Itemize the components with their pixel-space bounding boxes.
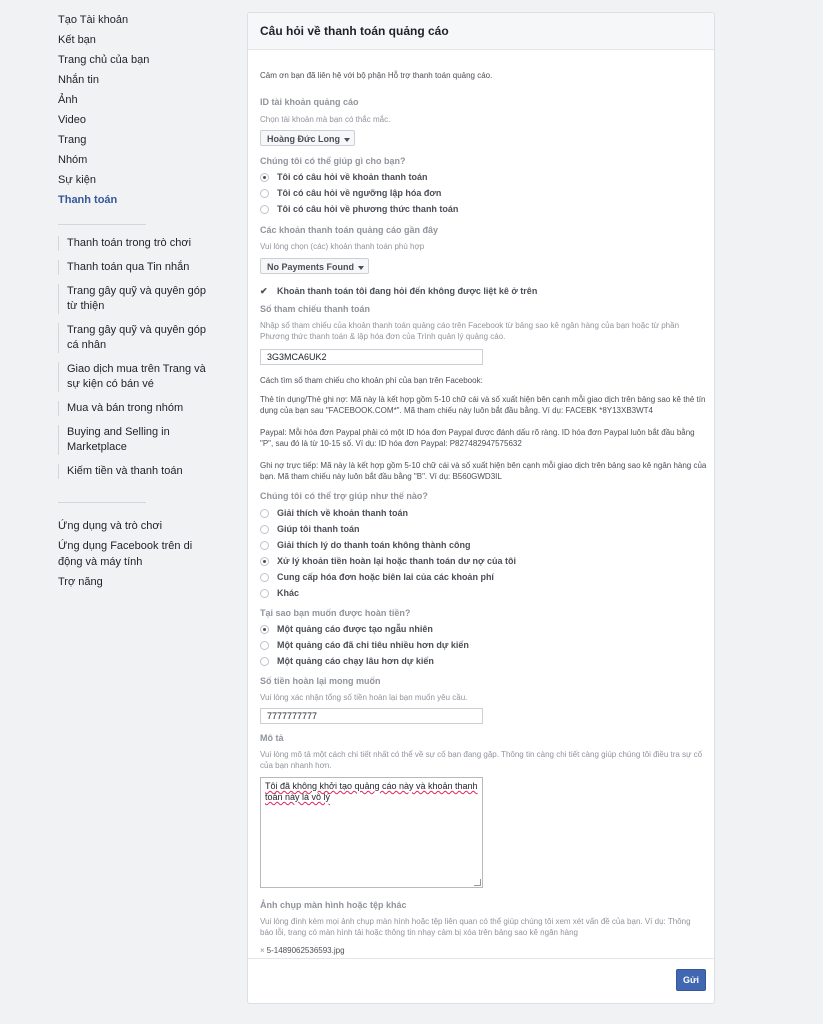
form-footer: [248, 958, 714, 1003]
sidebar-item-apps-games[interactable]: Ứng dụng và trò chơi: [58, 520, 163, 532]
resize-handle-icon[interactable]: [474, 879, 481, 886]
chevron-down-icon: [344, 138, 350, 142]
attachment-hint: Vui lòng đính kèm mọi ảnh chụp màn hình hoặc tệp liên quan có thể giúp chúng tôi xem xét vấn đề của bạn. Ví dụ: Thông báo lỗi, trang có màn hình tải hoặc thông tin nhạy cảm bị xóa trên bảng sao kê ngân hàng: [260, 917, 691, 937]
chevron-down-icon: [358, 266, 364, 270]
help-label: Chúng tôi có thể giúp gì cho bạn?: [260, 156, 406, 166]
recent-payments-dropdown[interactable]: [260, 258, 369, 274]
radio-checked-icon[interactable]: [260, 625, 269, 634]
refund-reason-option-label: Một quảng cáo đã chi tiêu nhiều hơn dự kiến: [277, 640, 469, 650]
sidebar-item-video[interactable]: Video: [58, 114, 86, 126]
reference-debit-text: Ghi nợ trực tiếp: Mã này là kết hợp gồm 5-10 chữ cái và số xuất hiện bên cạnh mỗi giao dịch trên bảng sao kê ngân hàng của bạn. Mã tham chiếu này luôn bắt đầu bằng "B". Ví dụ: B560GWD3IL: [260, 461, 707, 481]
refund-amount-hint: Vui lòng xác nhận tổng số tiền hoàn lại bạn muốn yêu cầu.: [260, 693, 468, 702]
refund-reason-option[interactable]: [260, 621, 433, 637]
help-option-label: Tôi có câu hỏi về phương thức thanh toán: [277, 204, 459, 214]
support-option-label: Cung cấp hóa đơn hoặc biên lai của các khoản phí: [277, 572, 494, 582]
attachment-file: [260, 946, 345, 955]
radio-icon[interactable]: [260, 205, 269, 214]
radio-icon[interactable]: [260, 657, 269, 666]
account-dropdown[interactable]: [260, 130, 355, 146]
refund-reason-option[interactable]: [260, 653, 434, 669]
sidebar-item-events[interactable]: Sự kiện: [58, 174, 96, 186]
sidebar-subitem-game-payments[interactable]: Thanh toán trong trò chơi: [58, 236, 208, 251]
sidebar-item-home[interactable]: Trang chủ của bạn: [58, 54, 150, 66]
refund-amount-label: Số tiền hoàn lại mong muốn: [260, 676, 381, 686]
radio-icon[interactable]: [260, 541, 269, 550]
description-text: Tôi đã không khởi tạo quảng cáo này và khoản thanh toán này là vô lý: [265, 781, 478, 802]
reference-card-text: Thẻ tín dụng/Thẻ ghi nợ: Mã này là kết hợp gồm 5-10 chữ cái và số xuất hiện bên cạnh mỗi giao dịch trên bảng sao kê thẻ tín dụng của bạn sau "FACEBOOK.COM*". Mã tham chiếu này luôn bắt đầu bằng. Ví dụ: FACEBK *8Y13XB3WT4: [260, 395, 706, 415]
help-option[interactable]: [260, 201, 458, 217]
description-label: Mô tả: [260, 733, 284, 743]
support-option-label: Giải thích lý do thanh toán không thành công: [277, 540, 471, 550]
form-title: Câu hỏi về thanh toán quảng cáo: [248, 13, 714, 50]
sidebar-subitem-charity-fundraisers[interactable]: Trang gây quỹ và quyên góp từ thiện: [58, 284, 208, 314]
radio-icon[interactable]: [260, 641, 269, 650]
recent-payments-hint: Vui lòng chọn (các) khoản thanh toán phù hợp: [260, 242, 425, 251]
sidebar-subitem-marketplace[interactable]: Buying and Selling in Marketplace: [58, 425, 208, 455]
sidebar-item-facebook-apps[interactable]: Ứng dụng Facebook trên di động và máy tính: [58, 540, 193, 568]
support-option[interactable]: [260, 553, 516, 569]
sidebar-divider: [58, 224, 146, 225]
sidebar-item-friends[interactable]: Kết bạn: [58, 34, 96, 46]
sidebar-item-groups[interactable]: Nhóm: [58, 154, 88, 166]
help-option-label: Tôi có câu hỏi về khoản thanh toán: [277, 172, 428, 182]
reference-paypal-text: Paypal: Mỗi hóa đơn Paypal phải có một ID hóa đơn Paypal được đánh dấu rõ ràng. ID hóa đơn Paypal luôn bắt đầu bằng "P", sau đó là từ 10-15 số. Ví dụ: ID hóa đơn Paypal: P827482947575632: [260, 428, 695, 448]
reference-input[interactable]: 3G3MCA6UK2: [260, 349, 483, 365]
radio-checked-icon[interactable]: [260, 173, 269, 182]
reference-label: Số tham chiếu thanh toán: [260, 304, 371, 314]
refund-reason-option[interactable]: [260, 637, 469, 653]
reference-find-heading: Cách tìm số tham chiếu cho khoản phí của bạn trên Facebook:: [260, 376, 483, 385]
recent-payments-label: Các khoản thanh toán quảng cáo gần đây: [260, 225, 439, 235]
checkmark-icon[interactable]: ✔: [260, 286, 268, 297]
help-option-label: Tôi có câu hỏi về ngưỡng lập hóa đơn: [277, 188, 442, 198]
radio-icon[interactable]: [260, 589, 269, 598]
sidebar-item-pages[interactable]: Trang: [58, 134, 87, 146]
sidebar-subitem-page-purchases[interactable]: Giao dịch mua trên Trang và sự kiện có bán vé: [58, 362, 208, 392]
sidebar-item-messaging[interactable]: Nhắn tin: [58, 74, 99, 86]
account-hint: Chọn tài khoản mà bạn có thắc mắc.: [260, 115, 391, 124]
remove-file-icon[interactable]: ×: [260, 946, 265, 955]
refund-amount-input[interactable]: 7777777777: [260, 708, 483, 724]
support-option[interactable]: [260, 537, 471, 553]
support-option-label: Giúp tôi thanh toán: [277, 524, 360, 534]
support-option-label: Giải thích về khoản thanh toán: [277, 508, 409, 518]
refund-reason-option-label: Một quảng cáo được tạo ngẫu nhiên: [277, 624, 433, 634]
sidebar-subitem-personal-fundraisers[interactable]: Trang gây quỹ và quyên góp cá nhân: [58, 323, 208, 353]
form-intro: Cảm ơn bạn đã liên hệ với bộ phận Hỗ trợ thanh toán quảng cáo.: [260, 71, 493, 80]
ad-payment-form-panel: [247, 12, 715, 1004]
sidebar-item-payments[interactable]: Thanh toán: [58, 194, 118, 206]
refund-reason-option-label: Một quảng cáo chạy lâu hơn dự kiến: [277, 656, 434, 666]
support-option[interactable]: [260, 569, 494, 585]
support-option-label: Xử lý khoản tiền hoàn lại hoặc thanh toán dư nợ của tôi: [277, 556, 516, 566]
attachment-label: Ảnh chụp màn hình hoặc tệp khác: [260, 900, 407, 910]
description-hint: Vui lòng mô tả một cách chi tiết nhất có thể về sự cố bạn đang gặp. Thông tin càng chi tiết càng giúp chúng tôi điều tra sự cố của bạn nhanh hơn.: [260, 750, 703, 770]
radio-icon[interactable]: [260, 509, 269, 518]
submit-button[interactable]: Gửi: [676, 969, 706, 991]
sidebar-divider: [58, 502, 146, 503]
recent-payments-selected: No Payments Found: [267, 262, 355, 272]
reference-hint: Nhập số tham chiếu của khoản thanh toán quảng cáo trên Facebook từ bảng sao kê ngân hàng của bạn hoặc từ phần Phương thức thanh toán & lập hóa đơn của Trình quản lý quảng cáo.: [260, 321, 680, 341]
sidebar-subitem-monetization[interactable]: Kiếm tiền và thanh toán: [58, 464, 208, 479]
sidebar: [0, 0, 230, 1024]
attachment-file-name: 5-1489062536593.jpg: [266, 946, 345, 955]
sidebar-subitem-messenger-payments[interactable]: Thanh toán qua Tin nhắn: [58, 260, 208, 275]
support-option[interactable]: [260, 505, 408, 521]
radio-checked-icon[interactable]: [260, 557, 269, 566]
sidebar-subitem-group-sales[interactable]: Mua và bán trong nhóm: [58, 401, 208, 416]
sidebar-item-create-account[interactable]: Tạo Tài khoản: [58, 14, 129, 26]
account-selected: Hoàng Đức Long: [267, 134, 341, 144]
help-option[interactable]: [260, 169, 428, 185]
support-option[interactable]: [260, 585, 299, 601]
unlisted-payment-label: Khoản thanh toán tôi đang hỏi đến không được liệt kê ở trên: [277, 286, 538, 296]
sidebar-item-photos[interactable]: Ảnh: [58, 94, 78, 106]
help-option[interactable]: [260, 185, 441, 201]
sidebar-item-accessibility[interactable]: Trợ năng: [58, 576, 103, 588]
refund-reason-label: Tại sao bạn muốn được hoàn tiền?: [260, 608, 411, 618]
support-option-label: Khác: [277, 588, 300, 598]
account-label: ID tài khoản quảng cáo: [260, 97, 359, 107]
support-label: Chúng tôi có thể trợ giúp như thế nào?: [260, 491, 428, 501]
radio-icon[interactable]: [260, 189, 269, 198]
description-textarea[interactable]: [260, 777, 483, 888]
unlisted-payment-checkbox-row[interactable]: [260, 283, 537, 299]
sidebar-apps-nav: [58, 518, 208, 594]
support-option[interactable]: [260, 521, 360, 537]
radio-icon[interactable]: [260, 525, 269, 534]
sidebar-sub-nav: [58, 236, 208, 488]
sidebar-main-nav: [58, 10, 149, 210]
radio-icon[interactable]: [260, 573, 269, 582]
